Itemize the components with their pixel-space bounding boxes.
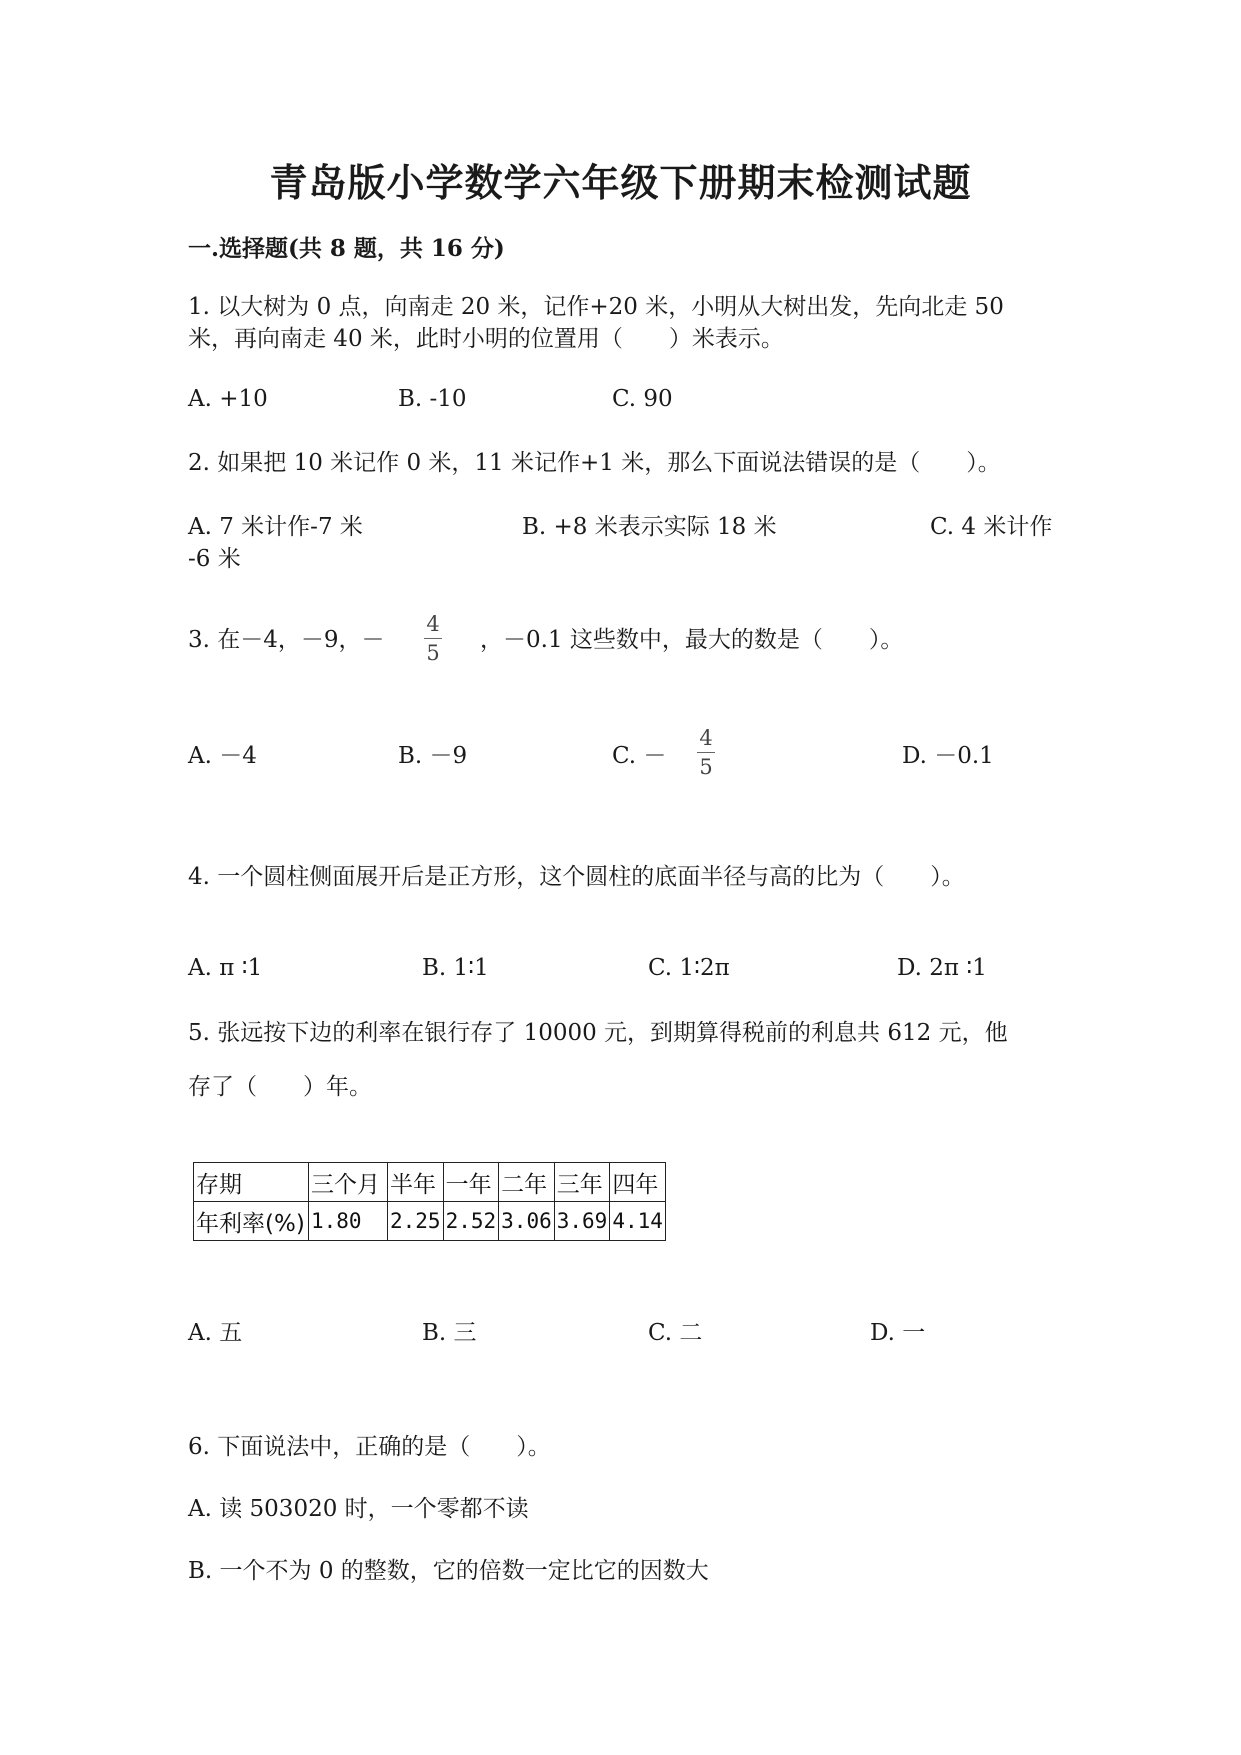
question-5-option-a: A. 五: [188, 1320, 243, 1346]
question-3-option-b: B. －9: [398, 743, 468, 769]
question-1-option-b: B. -10: [398, 386, 467, 412]
table-cell: 2.25: [388, 1202, 444, 1241]
question-2-option-c-wrap: -6 米: [188, 546, 241, 572]
table-cell: 一年: [443, 1163, 499, 1202]
page-title: 青岛版小学数学六年级下册期末检测试题: [269, 160, 972, 205]
question-4-option-a: A. π ∶1: [188, 955, 263, 981]
question-3-suffix: ，－0.1 这些数中，最大的数是（ ）。: [480, 627, 904, 653]
question-5-option-b: B. 三: [422, 1320, 477, 1346]
question-5-option-d: D. 一: [870, 1320, 926, 1346]
table-header-row: [194, 1163, 666, 1202]
question-3-option-c-fraction: [695, 728, 717, 777]
question-1-line-2: 米，再向南走 40 米，此时小明的位置用（ ）米表示。: [188, 326, 784, 352]
question-6-option-a: A. 读 503020 时，一个零都不读: [188, 1496, 529, 1522]
table-cell: 存期: [194, 1163, 309, 1202]
fraction-denominator: 5: [699, 755, 713, 779]
question-4-option-b: B. 1∶1: [422, 955, 489, 981]
question-6-text: 6. 下面说法中，正确的是（ ）。: [188, 1434, 551, 1460]
question-3-option-c: C. －: [612, 743, 667, 769]
question-1-option-a: A. +10: [188, 386, 268, 412]
question-3-fraction: [422, 614, 444, 663]
table-cell: 三个月: [309, 1163, 388, 1202]
question-5-line-2: 存了（ ）年。: [188, 1074, 372, 1100]
question-1-option-c: C. 90: [612, 386, 673, 412]
table-cell: 2.52: [443, 1202, 499, 1241]
question-3-prefix: 3. 在－4，－9，－: [188, 627, 385, 653]
table-cell: 4.14: [610, 1202, 666, 1241]
question-2-option-b: B. +8 米表示实际 18 米: [522, 514, 777, 540]
question-6-option-b: B. 一个不为 0 的整数，它的倍数一定比它的因数大: [188, 1558, 709, 1584]
table-cell: 1.80: [309, 1202, 388, 1241]
table-cell: 半年: [388, 1163, 444, 1202]
section-heading: 一.选择题(共 8 题，共 16 分): [188, 235, 505, 262]
fraction-denominator: 5: [426, 641, 440, 665]
table-cell: 年利率(%): [194, 1202, 309, 1241]
question-2-option-a: A. 7 米计作-7 米: [188, 514, 363, 540]
interest-rate-table: [193, 1162, 666, 1241]
fraction-bar: [697, 752, 715, 753]
fraction-bar: [424, 638, 442, 639]
table-cell: 三年: [554, 1163, 610, 1202]
table-cell: 3.06: [499, 1202, 555, 1241]
table-cell: 四年: [610, 1163, 666, 1202]
question-5-option-c: C. 二: [648, 1320, 703, 1346]
question-4-text: 4. 一个圆柱侧面展开后是正方形，这个圆柱的底面半径与高的比为（ ）。: [188, 864, 965, 890]
table-cell: 二年: [499, 1163, 555, 1202]
table-row: [194, 1202, 666, 1241]
question-3-option-d: D. －0.1: [902, 743, 994, 769]
question-1-line-1: 1. 以大树为 0 点，向南走 20 米，记作+20 米，小明从大树出发，先向北走 50: [188, 294, 1004, 320]
question-3-option-a: A. －4: [188, 743, 257, 769]
question-4-option-d: D. 2π ∶1: [897, 955, 987, 981]
fraction-numerator: 4: [426, 612, 440, 636]
question-4-option-c: C. 1∶2π: [648, 955, 730, 981]
fraction-numerator: 4: [699, 726, 713, 750]
question-5-line-1: 5. 张远按下边的利率在银行存了 10000 元，到期算得税前的利息共 612 元，他: [188, 1020, 1008, 1046]
question-2-option-c: C. 4 米计作: [930, 514, 1053, 540]
question-2-text: 2. 如果把 10 米记作 0 米，11 米记作+1 米，那么下面说法错误的是（ ）。: [188, 450, 1001, 476]
table-cell: 3.69: [554, 1202, 610, 1241]
